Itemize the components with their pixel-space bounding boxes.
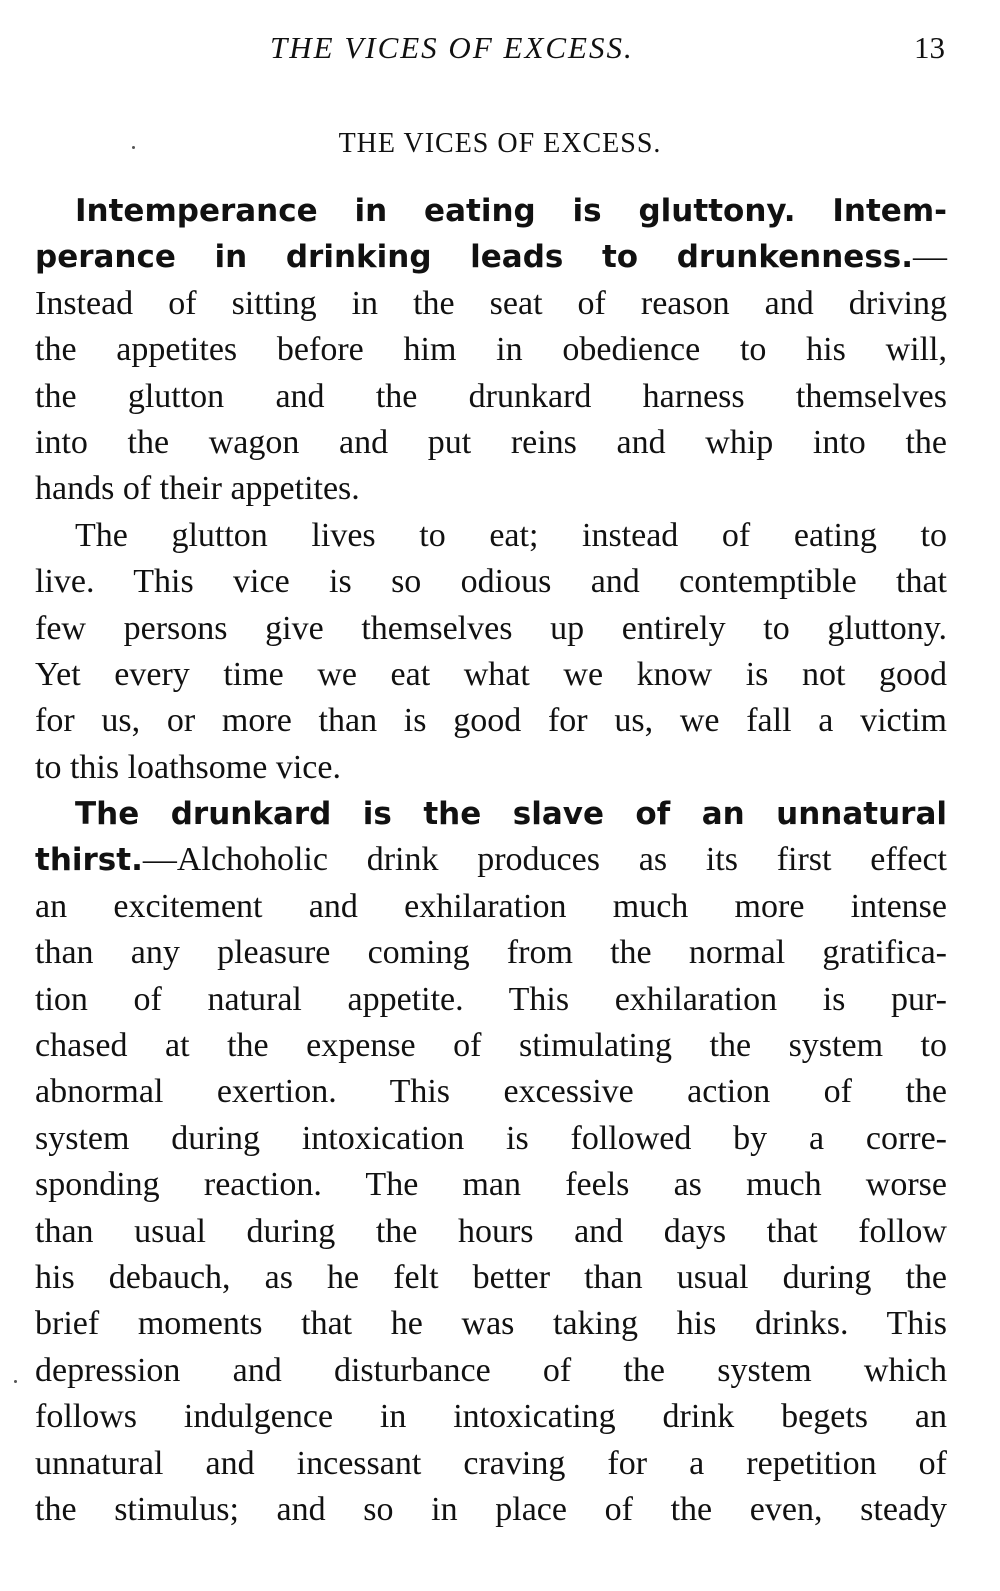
running-title: THE VICES OF EXCESS. — [270, 30, 634, 65]
text-line: system during intoxication is followed by a corre- — [35, 1119, 947, 1157]
text-line: the glutton and the drunkard harness themselves — [35, 377, 947, 415]
text-line: follows indulgence in intoxicating drink begets an — [35, 1398, 947, 1436]
text-line: tion of natural appetite. This exhilaration is pur- — [35, 980, 947, 1018]
line-text: — — [913, 238, 947, 276]
page-number: 13 — [914, 30, 945, 65]
text-line: live. This vice is so odious and contemptible that — [35, 563, 947, 601]
text-line — [35, 837, 947, 883]
text-line: to this loathsome vice. — [35, 748, 341, 786]
line-text: —Alchoholic drink produces as its first effect — [142, 841, 947, 879]
text-line: Instead of sitting in the seat of reason and driving — [35, 284, 947, 322]
text-line: sponding reaction. The man feels as much worse — [35, 1166, 947, 1204]
paragraph-2 — [35, 513, 947, 791]
text-line: chased at the expense of stimulating the system to — [35, 1027, 947, 1065]
text-line: than any pleasure coming from the normal gratifica- — [35, 934, 947, 972]
text-line — [35, 234, 947, 280]
text-line — [35, 791, 947, 837]
text-line: Yet every time we eat what we know is not good — [35, 655, 947, 693]
paragraph-1 — [35, 188, 947, 513]
text-line: the stimulus; and so in place of the even, steady — [35, 1490, 947, 1528]
section-title: THE VICES OF EXCESS. — [338, 128, 662, 159]
text-line: unnatural and incessant craving for a repetition of — [35, 1444, 947, 1482]
print-speck — [14, 1380, 17, 1383]
text-line: The glutton lives to eat; instead of eating to — [75, 516, 947, 554]
bold-heading: thirst. — [35, 842, 143, 879]
text-line: depression and disturbance of the system which — [35, 1351, 947, 1389]
bold-heading: The drunkard is the slave of an unnatural — [75, 796, 947, 833]
bold-heading: Intemperance in eating is gluttony. Intem- — [75, 193, 947, 229]
text-line: brief moments that he was taking his drinks. This — [35, 1305, 947, 1343]
running-head — [0, 30, 1000, 70]
text-line: abnormal exertion. This excessive action of the — [35, 1073, 947, 1111]
body-text — [35, 188, 947, 1533]
text-line — [35, 188, 947, 234]
paragraph-3 — [35, 791, 947, 1533]
text-line: an excitement and exhilaration much more intense — [35, 887, 947, 925]
text-line: hands of their appetites. — [35, 470, 360, 508]
bold-heading: perance in drinking leads to drunkenness. — [35, 239, 913, 276]
text-line: the appetites before him in obedience to his will, — [35, 331, 947, 369]
text-line: into the wagon and put reins and whip into the — [35, 423, 947, 461]
text-line: his debauch, as he felt better than usual during the — [35, 1258, 947, 1296]
text-line: few persons give themselves up entirely to gluttony. — [35, 609, 947, 647]
text-line: for us, or more than is good for us, we fall a victim — [35, 702, 947, 740]
text-line: than usual during the hours and days that follow — [35, 1212, 947, 1250]
